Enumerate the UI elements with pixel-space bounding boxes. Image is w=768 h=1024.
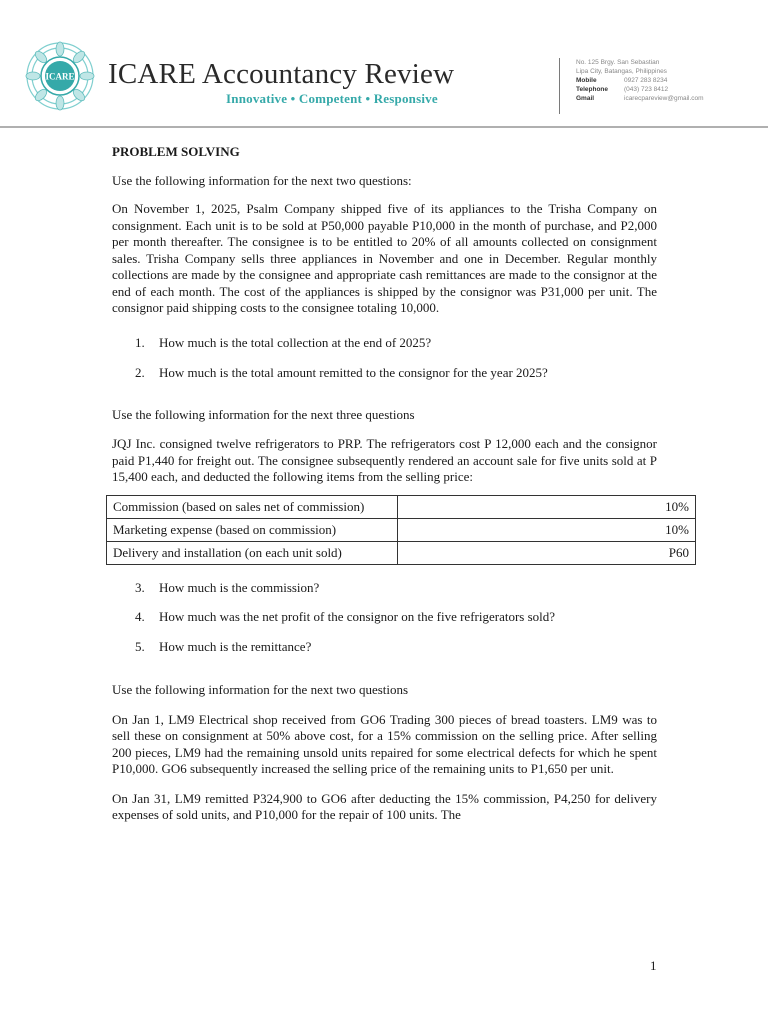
table-row — [107, 541, 696, 564]
group3-intro: Use the following information for the next two questions — [112, 682, 409, 697]
question-text: How much is the total amount remitted to the consignor for the year 2025? — [159, 365, 548, 380]
contact-block — [576, 58, 704, 103]
table-cell-item: Commission (based on sales net of commission) — [107, 495, 398, 518]
gmail-value: icarecpareview@gmail.com — [624, 95, 704, 102]
table-cell-value: 10% — [398, 495, 696, 518]
page-number: 1 — [650, 958, 657, 973]
table-cell-item: Delivery and installation (on each unit sold) — [107, 541, 398, 564]
question-number: 1. — [135, 334, 145, 350]
table-cell-item: Marketing expense (based on commission) — [107, 518, 398, 541]
mobile-row — [576, 76, 704, 85]
header-divider — [559, 58, 560, 114]
group1-intro: Use the following information for the next two questions: — [112, 172, 412, 188]
question-text: How much is the remittance? — [159, 638, 312, 654]
group3-text-2: On Jan 31, LM9 remitted P324,900 to GO6 after deducting the 15% commission, P4,250 for delivery expenses of sold units, and P10,000 for the repair of 100 units. The — [112, 790, 657, 822]
question-text: How much is the commission? — [159, 579, 320, 595]
group2-intro: Use the following information for the next three questions — [112, 406, 415, 422]
question-number: 3. — [135, 579, 145, 595]
gmail-row — [576, 94, 704, 103]
group2-text: JQJ Inc. consigned twelve refrigerators to PRP. The refrigerators cost P 12,000 each and the consignor paid P1,440 for freight out. The consignee subsequently rendered an account sale for five units sold at P 15,400 each, and deducted the following items from the selling price: — [112, 436, 657, 484]
tagline: Innovative • Competent • Responsive — [226, 91, 438, 106]
telephone-value: (043) 723 8412 — [624, 86, 669, 93]
table-cell-value: P60 — [398, 541, 696, 564]
table-cell-value: 10% — [398, 518, 696, 541]
question-text: How much was the net profit of the consignor on the five refrigerators sold? — [159, 609, 556, 624]
question-item — [112, 609, 657, 626]
table-row — [107, 495, 696, 518]
address-line-2: Lipa City, Batangas, Philippines — [576, 68, 667, 75]
question-item — [112, 580, 657, 597]
mobile-value: 0927 283 8234 — [624, 77, 668, 84]
mobile-label: Mobile — [576, 77, 597, 84]
question-number: 2. — [135, 365, 145, 380]
address-line-1: No. 125 Brgy. San Sebastian — [576, 59, 660, 66]
table-row — [107, 518, 696, 541]
group1-text: On November 1, 2025, Psalm Company shipped five of its appliances to the Trisha Company on consignment. Each unit is to be sold at P50,000 payable P10,000 in the month of purchase, and P2,000 per month thereafter. The consignee is to be entitled to 20% of all amounts collected on consignment sales. Trisha Company sells three appliances in November and one in December. Regular monthly collections are made by the consignee and appropriate cash remittances are made to the consignor at the end of each month. The cost of the appliances is shipped by the consignor was P31,000 per unit. The consignor paid shipping costs to the consignee totaling 10,000. — [112, 201, 657, 315]
telephone-label: Telephone — [576, 86, 609, 93]
header-rule — [0, 126, 768, 128]
question-item — [112, 639, 657, 656]
logo-text: ICARE — [45, 71, 75, 82]
document-body — [112, 144, 689, 824]
letterhead — [0, 0, 768, 130]
icare-logo — [24, 40, 96, 112]
question-item — [112, 365, 657, 382]
deductions-table — [106, 495, 696, 565]
section-title: PROBLEM SOLVING — [112, 144, 240, 159]
org-name: ICARE Accountancy Review — [108, 58, 455, 90]
question-item — [112, 335, 657, 352]
telephone-row — [576, 85, 704, 94]
question-text: How much is the total collection at the end of 2025? — [159, 334, 432, 350]
group3-text-1: On Jan 1, LM9 Electrical shop received from GO6 Trading 300 pieces of bread toasters. LM9 was to sell these on consignment at 50% above cost, for a 15% commission on the selling price. After selling 200 pieces, LM9 had the remaining unsold units repaired for some electrical defects for which he spent P10,000. GO6 subsequently increased the selling price of the remaining units to P1,650 per unit. — [112, 711, 657, 776]
question-number: 4. — [135, 609, 145, 624]
question-number: 5. — [135, 638, 145, 654]
gmail-label: Gmail — [576, 95, 595, 102]
